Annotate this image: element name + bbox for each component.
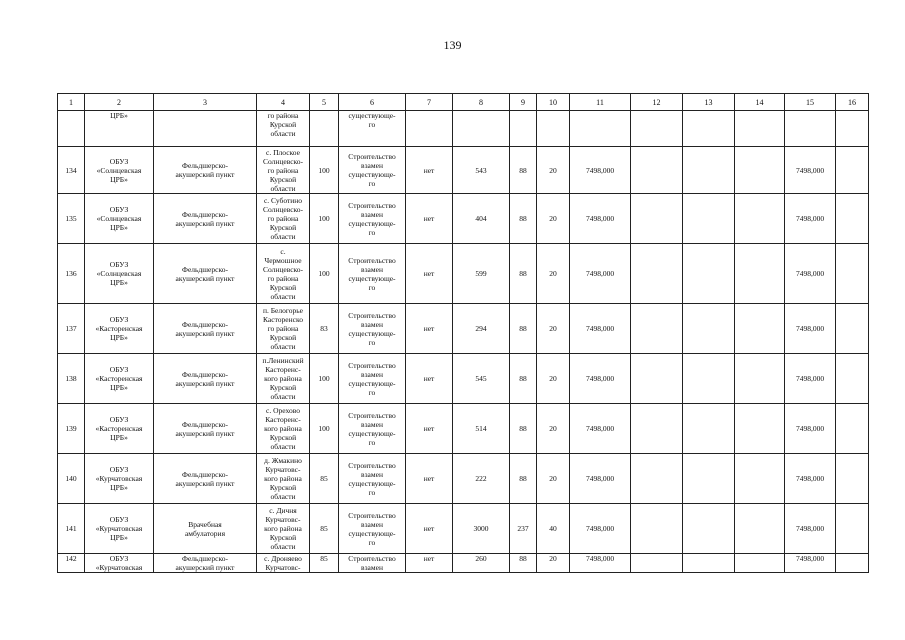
- cell-c5: 100: [310, 354, 339, 404]
- cell-c16: [836, 194, 869, 244]
- cell-num: 134: [58, 147, 85, 194]
- cell-c14: [735, 111, 785, 147]
- cell-work: Строительство взамен существующе- го: [339, 304, 406, 354]
- cell-c8: 222: [453, 454, 510, 504]
- column-header: 16: [836, 94, 869, 111]
- cell-c7: нет: [406, 454, 453, 504]
- cell-c7: нет: [406, 244, 453, 304]
- header-row: [58, 94, 869, 111]
- cell-location: с. Суботино Солнцевско- го района Курской области: [257, 194, 310, 244]
- cell-work: Строительство взамен существующе- го: [339, 404, 406, 454]
- column-header: 3: [154, 94, 257, 111]
- cell-object: Фельдшерско- акушерский пункт: [154, 147, 257, 194]
- cell-object: Фельдшерско- акушерский пункт: [154, 304, 257, 354]
- cell-c10: 20: [537, 147, 570, 194]
- cell-location: го района Курской области: [257, 111, 310, 147]
- cell-c8: 404: [453, 194, 510, 244]
- cell-c13: [683, 111, 735, 147]
- cell-c10: 20: [537, 244, 570, 304]
- cell-org: ОБУЗ «Касторенская ЦРБ»: [85, 404, 154, 454]
- cell-work: Строительство взамен существующе- го: [339, 354, 406, 404]
- cell-c9: 88: [510, 147, 537, 194]
- cell-work: Строительство взамен существующе- го: [339, 504, 406, 554]
- cell-org: ОБУЗ «Солнцевская ЦРБ»: [85, 194, 154, 244]
- cell-location: с. Дроняево Курчатовс-: [257, 554, 310, 573]
- column-header: 15: [785, 94, 836, 111]
- cell-c11: 7498,000: [570, 354, 631, 404]
- cell-c10: 20: [537, 454, 570, 504]
- cell-c11: 7498,000: [570, 404, 631, 454]
- cell-c12: [631, 454, 683, 504]
- cell-c11: 7498,000: [570, 304, 631, 354]
- cell-c12: [631, 244, 683, 304]
- cell-c12: [631, 554, 683, 573]
- column-header: 12: [631, 94, 683, 111]
- cell-c14: [735, 354, 785, 404]
- cell-c11: 7498,000: [570, 194, 631, 244]
- cell-c11: [570, 111, 631, 147]
- column-header: 14: [735, 94, 785, 111]
- column-header: 1: [58, 94, 85, 111]
- cell-c13: [683, 194, 735, 244]
- cell-c8: [453, 111, 510, 147]
- cell-c13: [683, 454, 735, 504]
- data-table: [57, 93, 869, 573]
- column-header: 4: [257, 94, 310, 111]
- cell-c13: [683, 304, 735, 354]
- cell-org: ОБУЗ «Касторенская ЦРБ»: [85, 304, 154, 354]
- column-header: 9: [510, 94, 537, 111]
- cell-c15: 7498,000: [785, 504, 836, 554]
- cell-num: 138: [58, 354, 85, 404]
- cell-c7: нет: [406, 147, 453, 194]
- cell-c12: [631, 147, 683, 194]
- cell-c15: 7498,000: [785, 194, 836, 244]
- cell-c9: [510, 111, 537, 147]
- column-header: 5: [310, 94, 339, 111]
- column-header: 2: [85, 94, 154, 111]
- cell-c12: [631, 194, 683, 244]
- cell-c8: 514: [453, 404, 510, 454]
- cell-c9: 88: [510, 304, 537, 354]
- column-header: 7: [406, 94, 453, 111]
- cell-c8: 3000: [453, 504, 510, 554]
- cell-org: ОБУЗ «Солнцевская ЦРБ»: [85, 244, 154, 304]
- cell-c14: [735, 404, 785, 454]
- cell-c5: 85: [310, 554, 339, 573]
- cell-c10: 20: [537, 304, 570, 354]
- cell-c16: [836, 111, 869, 147]
- cell-org: ЦРБ»: [85, 111, 154, 147]
- cell-c14: [735, 304, 785, 354]
- cell-c13: [683, 147, 735, 194]
- cell-c8: 260: [453, 554, 510, 573]
- cell-c15: 7498,000: [785, 147, 836, 194]
- cell-c16: [836, 354, 869, 404]
- cell-c7: нет: [406, 404, 453, 454]
- cell-c16: [836, 304, 869, 354]
- cell-num: 141: [58, 504, 85, 554]
- cell-object: Врачебная амбулатория: [154, 504, 257, 554]
- cell-c15: 7498,000: [785, 554, 836, 573]
- cell-c9: 88: [510, 354, 537, 404]
- cell-location: с. Плоское Солнцевско- го района Курской области: [257, 147, 310, 194]
- table-row: [58, 554, 869, 573]
- cell-c8: 545: [453, 354, 510, 404]
- cell-object: Фельдшерско- акушерский пункт: [154, 454, 257, 504]
- cell-c15: 7498,000: [785, 404, 836, 454]
- cell-c5: 85: [310, 504, 339, 554]
- cell-c14: [735, 504, 785, 554]
- cell-c13: [683, 354, 735, 404]
- cell-org: ОБУЗ «Касторенская ЦРБ»: [85, 354, 154, 404]
- cell-c5: [310, 111, 339, 147]
- cell-location: д. Жмакино Курчатовс- кого района Курской области: [257, 454, 310, 504]
- cell-object: Фельдшерско- акушерский пункт: [154, 244, 257, 304]
- cell-c12: [631, 354, 683, 404]
- cell-c9: 88: [510, 554, 537, 573]
- cell-c13: [683, 554, 735, 573]
- column-header: 11: [570, 94, 631, 111]
- cell-c16: [836, 147, 869, 194]
- continuation-row: [58, 111, 869, 147]
- cell-c12: [631, 111, 683, 147]
- cell-org: ОБУЗ «Курчатовская ЦРБ»: [85, 504, 154, 554]
- cell-c16: [836, 454, 869, 504]
- cell-object: Фельдшерско- акушерский пункт: [154, 194, 257, 244]
- cell-work: Строительство взамен существующе- го: [339, 147, 406, 194]
- cell-num: 142: [58, 554, 85, 573]
- table-row: [58, 504, 869, 554]
- cell-c7: нет: [406, 554, 453, 573]
- cell-c14: [735, 194, 785, 244]
- cell-object: Фельдшерско- акушерский пункт: [154, 404, 257, 454]
- page-number: 139: [443, 38, 462, 52]
- cell-work: Строительство взамен существующе- го: [339, 194, 406, 244]
- cell-num: 137: [58, 304, 85, 354]
- cell-c9: 88: [510, 244, 537, 304]
- cell-c12: [631, 504, 683, 554]
- column-header: 13: [683, 94, 735, 111]
- cell-c7: [406, 111, 453, 147]
- cell-c13: [683, 244, 735, 304]
- cell-c10: [537, 111, 570, 147]
- cell-object: Фельдшерско- акушерский пункт: [154, 554, 257, 573]
- cell-work: Строительство взамен существующе- го: [339, 454, 406, 504]
- cell-c14: [735, 244, 785, 304]
- cell-num: [58, 111, 85, 147]
- cell-object: Фельдшерско- акушерский пункт: [154, 354, 257, 404]
- table-row: [58, 194, 869, 244]
- cell-c14: [735, 554, 785, 573]
- cell-work: Строительство взамен существующе- го: [339, 244, 406, 304]
- cell-location: п. Белогорье Касторенско го района Курской области: [257, 304, 310, 354]
- cell-c11: 7498,000: [570, 454, 631, 504]
- cell-c5: 100: [310, 194, 339, 244]
- cell-num: 136: [58, 244, 85, 304]
- cell-org: ОБУЗ «Курчатовская: [85, 554, 154, 573]
- cell-c8: 294: [453, 304, 510, 354]
- column-header: 10: [537, 94, 570, 111]
- cell-c16: [836, 404, 869, 454]
- column-header: 8: [453, 94, 510, 111]
- table-row: [58, 404, 869, 454]
- cell-c15: 7498,000: [785, 354, 836, 404]
- cell-c9: 88: [510, 454, 537, 504]
- cell-location: с. Дичня Курчатовс- кого района Курской области: [257, 504, 310, 554]
- cell-c9: 88: [510, 404, 537, 454]
- cell-c7: нет: [406, 194, 453, 244]
- table-row: [58, 454, 869, 504]
- cell-c11: 7498,000: [570, 554, 631, 573]
- cell-org: ОБУЗ «Курчатовская ЦРБ»: [85, 454, 154, 504]
- cell-work: Строительство взамен: [339, 554, 406, 573]
- cell-c11: 7498,000: [570, 244, 631, 304]
- cell-c11: 7498,000: [570, 504, 631, 554]
- cell-c15: 7498,000: [785, 304, 836, 354]
- cell-c8: 543: [453, 147, 510, 194]
- cell-work: существующе- го: [339, 111, 406, 147]
- cell-c9: 237: [510, 504, 537, 554]
- cell-c7: нет: [406, 504, 453, 554]
- cell-object: [154, 111, 257, 147]
- cell-c5: 85: [310, 454, 339, 504]
- cell-c14: [735, 147, 785, 194]
- cell-num: 139: [58, 404, 85, 454]
- cell-c5: 100: [310, 404, 339, 454]
- column-header: 6: [339, 94, 406, 111]
- cell-c16: [836, 554, 869, 573]
- cell-num: 135: [58, 194, 85, 244]
- cell-c10: 20: [537, 404, 570, 454]
- cell-c10: 20: [537, 554, 570, 573]
- table-row: [58, 304, 869, 354]
- cell-c15: 7498,000: [785, 244, 836, 304]
- cell-c7: нет: [406, 304, 453, 354]
- table-row: [58, 244, 869, 304]
- cell-c5: 100: [310, 244, 339, 304]
- cell-c10: 20: [537, 194, 570, 244]
- cell-c10: 40: [537, 504, 570, 554]
- cell-c10: 20: [537, 354, 570, 404]
- cell-c12: [631, 404, 683, 454]
- cell-org: ОБУЗ «Солнцевская ЦРБ»: [85, 147, 154, 194]
- cell-c5: 83: [310, 304, 339, 354]
- table-row: [58, 147, 869, 194]
- cell-c7: нет: [406, 354, 453, 404]
- cell-c9: 88: [510, 194, 537, 244]
- cell-location: с. Орехово Касторенс- кого района Курской области: [257, 404, 310, 454]
- cell-c8: 599: [453, 244, 510, 304]
- cell-location: с. Чермошное Солнцевско- го района Курской области: [257, 244, 310, 304]
- cell-c13: [683, 504, 735, 554]
- cell-c5: 100: [310, 147, 339, 194]
- cell-num: 140: [58, 454, 85, 504]
- table-row: [58, 354, 869, 404]
- cell-c16: [836, 504, 869, 554]
- cell-c14: [735, 454, 785, 504]
- cell-c15: 7498,000: [785, 454, 836, 504]
- cell-c13: [683, 404, 735, 454]
- cell-c15: [785, 111, 836, 147]
- cell-c16: [836, 244, 869, 304]
- cell-c12: [631, 304, 683, 354]
- cell-location: п.Ленинский Касторенс- кого района Курской области: [257, 354, 310, 404]
- cell-c11: 7498,000: [570, 147, 631, 194]
